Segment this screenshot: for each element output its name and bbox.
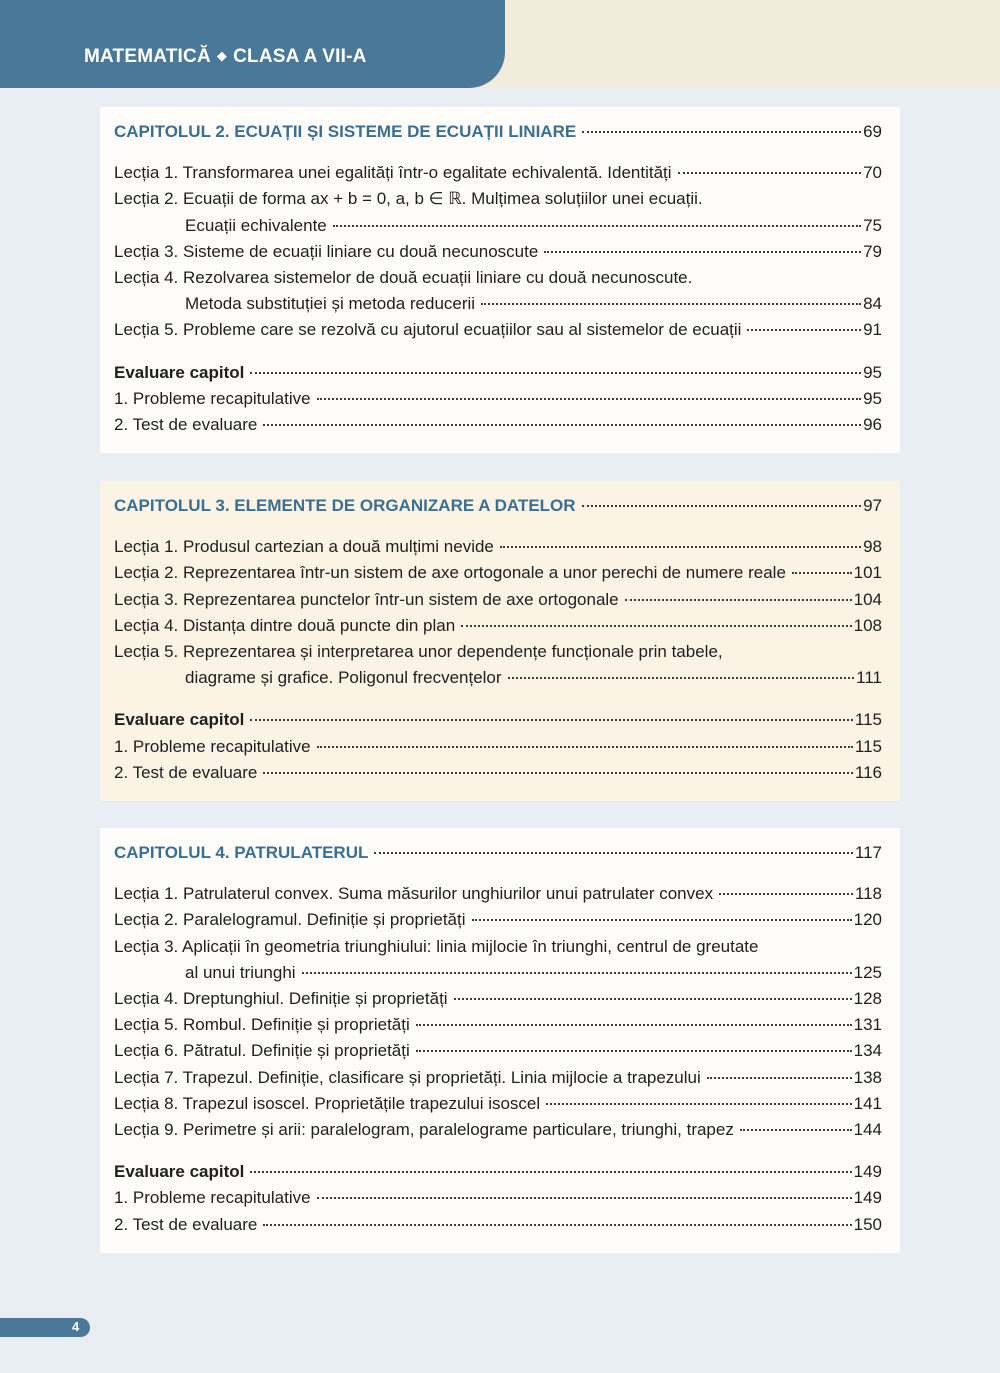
toc-entry[interactable] (114, 1185, 882, 1211)
page-ref: 141 (853, 1093, 882, 1113)
leader-dots (740, 1129, 852, 1131)
lesson-title-continued: diagrame și grafice. Poligonul frecvențelor (185, 668, 502, 688)
toc-entry[interactable] (114, 291, 882, 317)
leader-dots (263, 424, 861, 426)
evaluation-item: 2. Test de evaluare (114, 762, 258, 782)
lesson-title: Lecția 4. Rezolvarea sistemelor de două ecuații liniare cu două necunoscute. (114, 268, 693, 288)
leader-dots (302, 972, 852, 974)
leader-dots (481, 303, 861, 305)
page-ref: 84 (863, 294, 882, 314)
page-ref: 128 (853, 989, 882, 1009)
toc-entry[interactable] (114, 386, 882, 412)
chapter-title: CAPITOLUL 4. PATRULATERUL (114, 843, 369, 862)
lesson-title: Lecția 1. Patrulaterul convex. Suma măsurilor unghiurilor unui patrulater convex (114, 884, 714, 904)
toc-entry[interactable] (114, 734, 882, 760)
lesson-title: Lecția 3. Reprezentarea punctelor într-un sistem de axe ortogonale (114, 589, 619, 609)
toc-entry[interactable] (114, 1091, 882, 1117)
leader-dots (333, 225, 861, 227)
leader-dots (508, 677, 855, 679)
toc-entry[interactable] (114, 534, 882, 560)
lesson-title: Lecția 2. Ecuații de forma ax + b = 0, a, b ∈ ℝ. Mulțimea soluțiilor unei ecuații. (114, 189, 703, 209)
page-number: 4 (72, 1319, 80, 1334)
leader-dots (250, 1171, 851, 1173)
leader-dots (317, 746, 853, 748)
page-ref: 108 (853, 615, 882, 635)
page-ref: 131 (853, 1015, 882, 1035)
leader-dots (546, 1103, 851, 1105)
page-ref: 117 (854, 843, 882, 862)
leader-dots (263, 772, 853, 774)
toc-entry-evaluation[interactable] (114, 1159, 882, 1185)
page-ref: 79 (863, 241, 882, 261)
page-ref: 101 (853, 563, 882, 583)
page-ref: 125 (853, 962, 882, 982)
toc-entry[interactable] (114, 160, 882, 186)
page-ref: 116 (854, 762, 882, 782)
toc-entry-line[interactable] (114, 265, 882, 291)
page-ref: 111 (856, 668, 882, 688)
toc-entry-line[interactable] (114, 186, 882, 212)
lesson-title: Lecția 5. Rombul. Definiție și proprietăți (114, 1015, 410, 1035)
header-grade: CLASA A VII-A (233, 46, 367, 67)
page-ref: 150 (853, 1214, 882, 1234)
toc-entry[interactable] (114, 213, 882, 239)
leader-dots (317, 1197, 852, 1199)
toc-entry[interactable] (114, 412, 882, 438)
lesson-title: Lecția 5. Probleme care se rezolvă cu ajutorul ecuațiilor sau al sistemelor de ecuații (114, 320, 742, 340)
page-ref: 70 (863, 163, 882, 183)
leader-dots (500, 546, 861, 548)
lesson-title-continued: al unui triunghi (185, 962, 296, 982)
leader-dots (582, 131, 861, 133)
toc-entry[interactable] (114, 317, 882, 343)
lesson-title-continued: Metoda substituției și metoda reducerii (185, 294, 476, 314)
lesson-title: Lecția 7. Trapezul. Definiție, clasificare și proprietăți. Linia mijlocie a trapezului (114, 1067, 701, 1087)
lesson-title: Lecția 1. Transformarea unei egalități într-o egalitate echivalentă. Identități (114, 163, 672, 183)
leader-dots (317, 398, 862, 400)
lesson-title: Lecția 9. Perimetre și arii: paralelogram, paralelograme particulare, triunghi, trapez (114, 1120, 734, 1140)
toc-entry[interactable] (114, 613, 882, 639)
lesson-title: Lecția 2. Reprezentarea într-un sistem de axe ortogonale a unor perechi de numere reale (114, 563, 786, 583)
header-tab (0, 0, 505, 88)
lesson-title-continued: Ecuații echivalente (185, 215, 327, 235)
page-ref: 149 (853, 1188, 882, 1208)
lesson-title: Lecția 3. Aplicații în geometria triunghiului: linia mijlocie în triunghi, centrul de greutate (114, 936, 759, 956)
header-title (84, 46, 367, 68)
page-ref: 98 (863, 537, 882, 557)
toc-entry[interactable] (114, 1012, 882, 1038)
toc-entry[interactable] (114, 587, 882, 613)
toc-entry[interactable] (114, 907, 882, 933)
toc-entry[interactable] (114, 239, 882, 265)
leader-dots (544, 251, 861, 253)
evaluation-item: 1. Probleme recapitulative (114, 736, 311, 756)
toc-entry-line[interactable] (114, 934, 882, 960)
header-subject: MATEMATICĂ (84, 46, 211, 67)
lesson-title: Lecția 2. Paralelogramul. Definiție și proprietăți (114, 910, 466, 930)
leader-dots (707, 1077, 852, 1079)
page-ref: 69 (863, 122, 882, 141)
toc-entry[interactable] (114, 960, 882, 986)
evaluation-item: 1. Probleme recapitulative (114, 1188, 311, 1208)
page-ref: 104 (853, 589, 882, 609)
leader-dots (472, 919, 852, 921)
page-ref: 144 (853, 1120, 882, 1140)
lesson-title: Lecția 6. Pătratul. Definiție și proprietăți (114, 1041, 410, 1061)
page-ref: 91 (863, 320, 882, 340)
leader-dots (416, 1024, 852, 1026)
evaluation-title: Evaluare capitol (114, 710, 245, 730)
page-ref: 134 (853, 1041, 882, 1061)
evaluation-item: 2. Test de evaluare (114, 1214, 258, 1234)
leader-dots (792, 572, 852, 574)
evaluation-item: 1. Probleme recapitulative (114, 388, 311, 408)
chapter-3-panel (100, 481, 900, 801)
lesson-title: Lecția 3. Sisteme de ecuații liniare cu două necunoscute (114, 241, 539, 261)
chapter-title-row[interactable] (114, 493, 882, 519)
leader-dots (263, 1224, 851, 1226)
page-ref: 95 (863, 388, 882, 408)
toc-entry-evaluation[interactable] (114, 360, 882, 386)
page-ref: 75 (863, 215, 882, 235)
evaluation-title: Evaluare capitol (114, 1162, 245, 1182)
toc-entry[interactable] (114, 1117, 882, 1143)
lesson-title: Lecția 4. Dreptunghiul. Definiție și proprietăți (114, 989, 448, 1009)
toc-entry[interactable] (114, 560, 882, 586)
chapter-title: CAPITOLUL 2. ECUAȚII ȘI SISTEME DE ECUAȚII LINIARE (114, 122, 577, 141)
page-ref: 115 (854, 710, 882, 730)
page-ref: 118 (854, 884, 882, 904)
chapter-title-row[interactable] (114, 119, 882, 145)
toc-entry[interactable] (114, 986, 882, 1012)
toc-entry[interactable] (114, 760, 882, 786)
page-ref: 138 (853, 1067, 882, 1087)
leader-dots (416, 1050, 852, 1052)
lesson-title: Lecția 8. Trapezul isoscel. Proprietățile trapezului isoscel (114, 1093, 541, 1113)
leader-dots (250, 719, 853, 721)
evaluation-item: 2. Test de evaluare (114, 415, 258, 435)
leader-dots (625, 599, 852, 601)
leader-dots (678, 172, 862, 174)
chapter-title: CAPITOLUL 3. ELEMENTE DE ORGANIZARE A DATELOR (114, 496, 576, 515)
toc-entry[interactable] (114, 1038, 882, 1064)
toc-entry[interactable] (114, 1065, 882, 1091)
diamond-separator-icon: ◆ (216, 48, 228, 63)
lesson-title: Lecția 4. Distanța dintre două puncte din plan (114, 615, 456, 635)
evaluation-title: Evaluare capitol (114, 362, 245, 382)
page-ref: 120 (853, 910, 882, 930)
toc-entry-line[interactable] (114, 639, 882, 665)
toc-entry[interactable] (114, 665, 882, 691)
page-ref: 97 (863, 496, 882, 515)
page-ref: 96 (863, 415, 882, 435)
chapter-title-row[interactable] (114, 840, 882, 866)
toc-entry[interactable] (114, 1212, 882, 1238)
page-ref: 115 (854, 736, 882, 756)
chapter-2-panel (100, 107, 900, 453)
lesson-title: Lecția 5. Reprezentarea și interpretarea unor dependențe funcționale prin tabele, (114, 642, 723, 662)
page-ref: 149 (853, 1162, 882, 1182)
leader-dots (747, 329, 861, 331)
leader-dots (374, 852, 853, 854)
leader-dots (454, 998, 852, 1000)
leader-dots (461, 625, 851, 627)
leader-dots (582, 505, 862, 507)
page-ref: 95 (863, 362, 882, 382)
toc-entry-evaluation[interactable] (114, 707, 882, 733)
leader-dots (719, 893, 853, 895)
leader-dots (250, 372, 861, 374)
lesson-title: Lecția 1. Produsul cartezian a două mulțimi nevide (114, 537, 494, 557)
toc-entry[interactable] (114, 881, 882, 907)
chapter-4-panel (100, 828, 900, 1253)
